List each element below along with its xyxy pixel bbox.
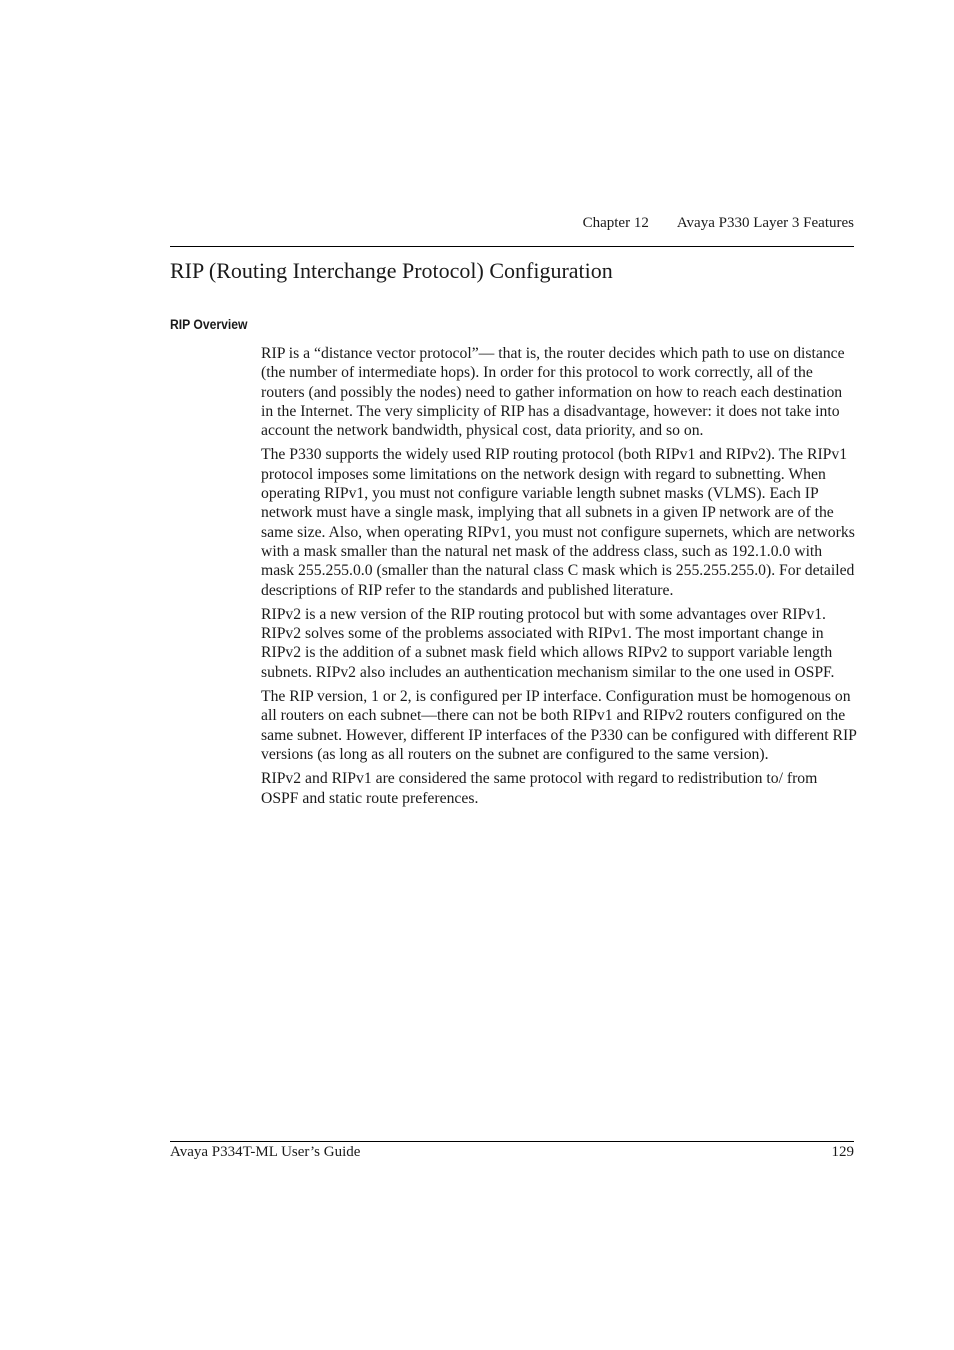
paragraph: The RIP version, 1 or 2, is configured per IP interface. Configuration must be homogenous on all routers on each subnet—there can not be both RIPv1 and RIPv2 routers configured on the same subnet. However, different IP interfaces of the P330 can be configured with different RIP versions (as long as all routers on the subnet are configured to the same version). xyxy=(261,688,857,763)
paragraph: The P330 supports the widely used RIP routing protocol (both RIPv1 and RIPv2). The RIPv1 protocol imposes some limitations on the network design with regard to subnetting. When operating RIPv1, you must not configure variable length subnet masks (VLMS). Each IP network must have a single mask, implying that all subnets in a given IP network are of the same size. Also, when operating RIPv1, you must not configure supernets, which are networks with a mask smaller than the natural net mask of the address class, such as 192.1.0.0 with mask 255.255.0.0 (smaller than the natural class C mask which is 255.255.255.0). For detailed descriptions of RIP refer to the standards and published literature. xyxy=(261,446,855,599)
chapter-number: Chapter 12 xyxy=(582,215,649,231)
header-divider xyxy=(170,246,854,247)
footer-divider xyxy=(170,1141,854,1142)
body-text xyxy=(261,344,857,813)
footer-guide-title: Avaya P334T-ML User’s Guide xyxy=(170,1144,361,1160)
paragraph: RIPv2 and RIPv1 are considered the same protocol with regard to redistribution to/ from OSPF and static route preferences. xyxy=(261,770,818,807)
section-title: RIP (Routing Interchange Protocol) Configuration xyxy=(170,258,613,283)
running-header xyxy=(583,215,854,232)
chapter-title: Avaya P330 Layer 3 Features xyxy=(676,215,854,231)
page-number: 129 xyxy=(831,1144,854,1160)
paragraph: RIP is a “distance vector protocol”— that is, the router decides which path to use on distance (the number of intermediate hops). In order for this protocol to work correctly, all of the routers (and possibly the nodes) need to gather information on how to reach each destination in the Internet. The very simplicity of RIP has a disadvantage, however: it does not take into account the network bandwidth, physical cost, data priority, and so on. xyxy=(261,345,845,440)
subsection-title: RIP Overview xyxy=(170,317,248,332)
paragraph: RIPv2 is a new version of the RIP routing protocol but with some advantages over RIPv1. RIPv2 solves some of the problems associated with RIPv1. The most important change in RIPv2 is the addition of a subnet mask field which allows RIPv2 to support variable length subnets. RIPv2 also includes an authentication mechanism similar to the one used in OSPF. xyxy=(261,605,835,681)
